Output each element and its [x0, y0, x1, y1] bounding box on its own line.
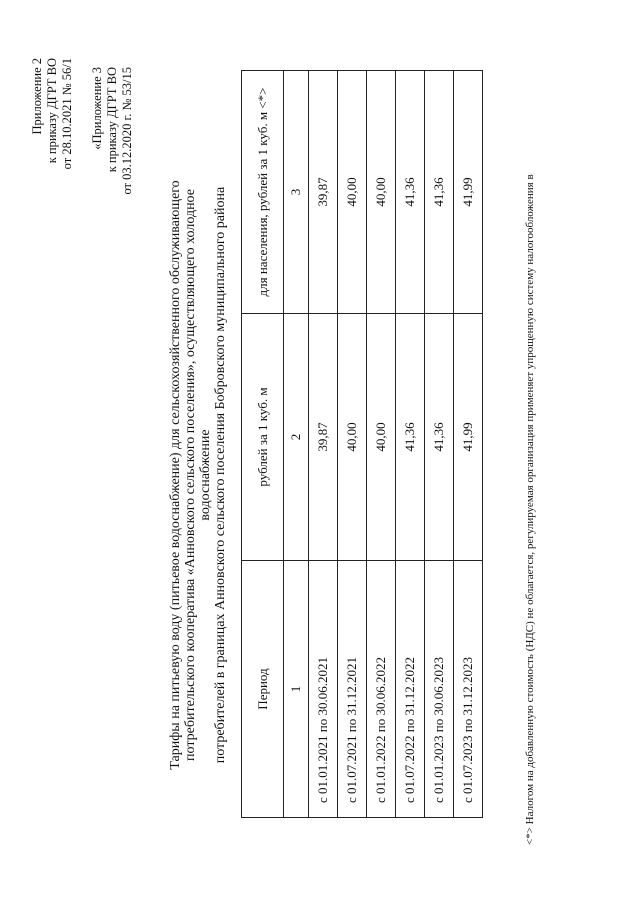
annex-2-line-1: Приложение 2 [30, 58, 44, 135]
table-row [309, 71, 338, 818]
table-row [338, 71, 367, 818]
header-population: для населения, рублей за 1 куб. м <*> [242, 71, 284, 314]
row-period: с 01.01.2021 по 30.06.2021 [309, 561, 338, 818]
footnote-text: Налогом на добавленную стоимость (НДС) не облагается, регулируемая организация применяет упрощенную систему налогообложения в [524, 174, 536, 825]
row-period: с 01.07.2021 по 31.12.2021 [338, 561, 367, 818]
title-line-1: Тарифы на питьевую воду (питьевое водоснабжение) для сельскохозяйственного обслуживающего [168, 180, 183, 770]
title-line-2: потребительского кооператива «Анновского сельского поселения», осуществляющего холодное водоснабжение [183, 189, 213, 761]
footnote [524, 45, 537, 845]
row-population-tariff: 41,99 [454, 71, 483, 314]
row-tariff: 41,36 [425, 314, 454, 561]
column-number-2: 2 [284, 314, 309, 561]
row-period: с 01.01.2023 по 30.06.2023 [425, 561, 454, 818]
header-tariff: рублей за 1 куб. м [242, 314, 284, 561]
table-header-row [242, 71, 284, 818]
column-number-1: 1 [284, 561, 309, 818]
table-row [454, 71, 483, 818]
annex-2-line-2: к приказу ДГРТ ВО [45, 58, 59, 164]
table-row [367, 71, 396, 818]
row-period: с 01.07.2022 по 31.12.2022 [396, 561, 425, 818]
annex-2-header [30, 58, 75, 169]
row-population-tariff: 41,36 [425, 71, 454, 314]
annex-3-line-1: «Приложение 3 [90, 67, 104, 150]
footnote-marker: <*> [524, 827, 536, 845]
row-period: с 01.07.2023 по 31.12.2023 [454, 561, 483, 818]
annex-3-header [90, 67, 135, 195]
document-title [168, 155, 228, 795]
row-tariff: 41,36 [396, 314, 425, 561]
row-population-tariff: 40,00 [367, 71, 396, 314]
row-population-tariff: 39,87 [309, 71, 338, 314]
header-period: Период [242, 561, 284, 818]
table-row [425, 71, 454, 818]
table-row [396, 71, 425, 818]
annex-3-line-2: к приказу ДГРТ ВО [105, 67, 119, 173]
row-tariff: 40,00 [338, 314, 367, 561]
row-tariff: 40,00 [367, 314, 396, 561]
row-population-tariff: 40,00 [338, 71, 367, 314]
table-number-row [284, 71, 309, 818]
tariff-table [241, 70, 483, 818]
row-tariff: 41,99 [454, 314, 483, 561]
row-population-tariff: 41,36 [396, 71, 425, 314]
annex-2-line-3: от 28.10.2021 № 56/1 [60, 58, 74, 170]
row-tariff: 39,87 [309, 314, 338, 561]
row-period: с 01.01.2022 по 30.06.2022 [367, 561, 396, 818]
title-line-3: потребителей в границах Анновского сельского поселения Бобровского муниципального района [213, 186, 228, 764]
column-number-3: 3 [284, 71, 309, 314]
annex-3-line-3: от 03.12.2020 г. № 53/15 [120, 67, 134, 195]
